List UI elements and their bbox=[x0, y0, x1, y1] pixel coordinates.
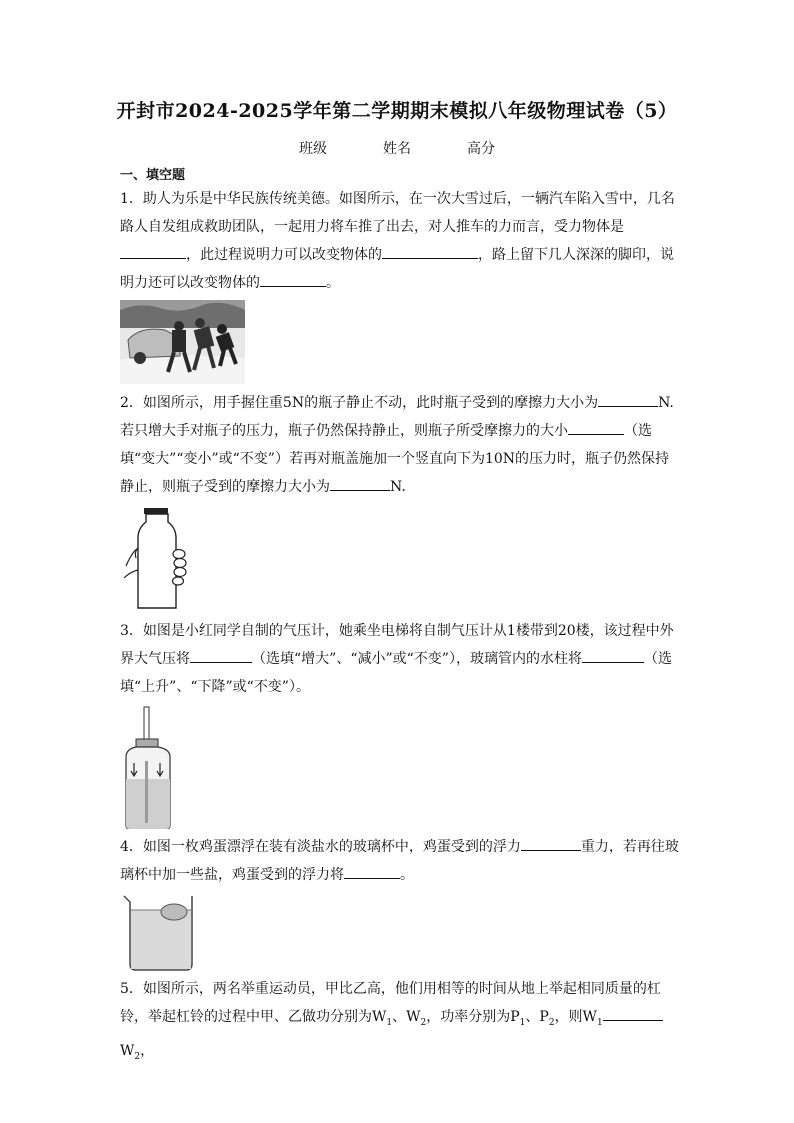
q5-text-f: W bbox=[120, 1042, 135, 1059]
q1-text-a: 1．助人为乐是中华民族传统美德。如图所示，在一次大雪过后，一辆汽车陷入雪中，几名路人自发组成救助团队，一起用力将车推了出去，对人推车的力而言，受力物体是 bbox=[120, 191, 675, 235]
q5-sub-p1: 1 bbox=[519, 1017, 526, 1028]
q5-sub-w1: 1 bbox=[386, 1017, 393, 1028]
q1-text-b: ，此过程说明力可以改变物体的 bbox=[186, 247, 382, 263]
question-2 bbox=[120, 389, 680, 501]
q3-text-c: （选填“上升”、“下降”或“不变”）。 bbox=[120, 651, 672, 695]
q5-text-a: 5．如图所示，两名举重运动员，甲比乙高，他们用相等的时间从地上举起相同质量的杠铃，举起杠铃的过程中甲、乙做功分别为W bbox=[120, 981, 661, 1025]
q2-blank-2[interactable] bbox=[568, 420, 624, 435]
q2-text-b: N.若只增大手对瓶子的压力，瓶子仍然保持静止，则瓶子所受摩擦力的大小 bbox=[120, 395, 674, 439]
name-label: 姓名 bbox=[383, 141, 411, 157]
q4-blank-1[interactable] bbox=[521, 836, 581, 851]
q5-sub-w2: 2 bbox=[420, 1017, 427, 1028]
q2-text-d: N. bbox=[390, 479, 406, 495]
q5-text-d: 、P bbox=[525, 1009, 549, 1025]
homemade-barometer-figure bbox=[120, 705, 180, 829]
q5-text-g: ， bbox=[140, 1042, 155, 1059]
q3-blank-2[interactable] bbox=[582, 648, 644, 663]
q1-blank-2[interactable] bbox=[382, 244, 478, 259]
hand-holding-bottle-figure bbox=[122, 506, 192, 610]
q1-text-d: 。 bbox=[326, 275, 340, 291]
q2-blank-3[interactable] bbox=[330, 476, 390, 491]
section-title: 一、填空题 bbox=[120, 168, 186, 183]
q4-text-b: 重力，若再往玻璃杯中加一些盐，鸡蛋受到的浮力将 bbox=[120, 839, 679, 883]
q5-sub-w1-b: 1 bbox=[596, 1017, 603, 1028]
q5-blank-1[interactable] bbox=[603, 1006, 663, 1021]
q5-text-c: ，功率分别为P bbox=[426, 1009, 520, 1025]
q2-text-c: （选填“变大”“变小”或“不变”）若再对瓶盖施加一个竖直向下为10N的压力时，瓶子仍然保持静止，则瓶子受到的摩擦力大小为 bbox=[120, 423, 670, 495]
question-5 bbox=[120, 975, 680, 1071]
q5-sub-p2: 2 bbox=[548, 1017, 555, 1028]
student-info-row bbox=[0, 138, 794, 158]
q3-blank-1[interactable] bbox=[190, 648, 252, 663]
score-label: 高分 bbox=[467, 141, 495, 157]
question-1 bbox=[120, 185, 680, 297]
q1-text-c: ，路上留下几人深深的脚印，说明力还可以改变物体的 bbox=[120, 247, 674, 291]
q1-blank-3[interactable] bbox=[260, 272, 326, 287]
class-label: 班级 bbox=[299, 141, 327, 157]
egg-in-salt-water-figure bbox=[120, 892, 202, 972]
q1-blank-1[interactable] bbox=[120, 244, 186, 259]
q5-sub-w2-b: 2 bbox=[134, 1051, 141, 1062]
snow-car-push-photo bbox=[120, 300, 245, 384]
q3-text-b: （选填“增大”、“减小”或“不变”），玻璃管内的水柱将 bbox=[252, 651, 582, 667]
q2-text-a: 2．如图所示，用手握住重5N的瓶子静止不动，此时瓶子受到的摩擦力大小为 bbox=[120, 395, 599, 411]
q3-text-a: 3．如图是小红同学自制的气压计，她乘坐电梯将自制气压计从1楼带到20楼，该过程中外界大气压将 bbox=[120, 623, 674, 667]
q2-blank-1[interactable] bbox=[598, 392, 658, 407]
q4-blank-2[interactable] bbox=[344, 864, 400, 879]
question-4 bbox=[120, 833, 680, 889]
page-title: 开封市2024-2025学年第二学期期末模拟八年级物理试卷（5） bbox=[116, 100, 678, 122]
q5-text-b: 、W bbox=[392, 1009, 421, 1025]
question-3 bbox=[120, 617, 680, 701]
q5-text-e: ，则W bbox=[554, 1009, 597, 1025]
q4-text-a: 4．如图一枚鸡蛋漂浮在装有淡盐水的玻璃杯中，鸡蛋受到的浮力 bbox=[120, 839, 521, 855]
q4-text-c: 。 bbox=[400, 867, 414, 883]
